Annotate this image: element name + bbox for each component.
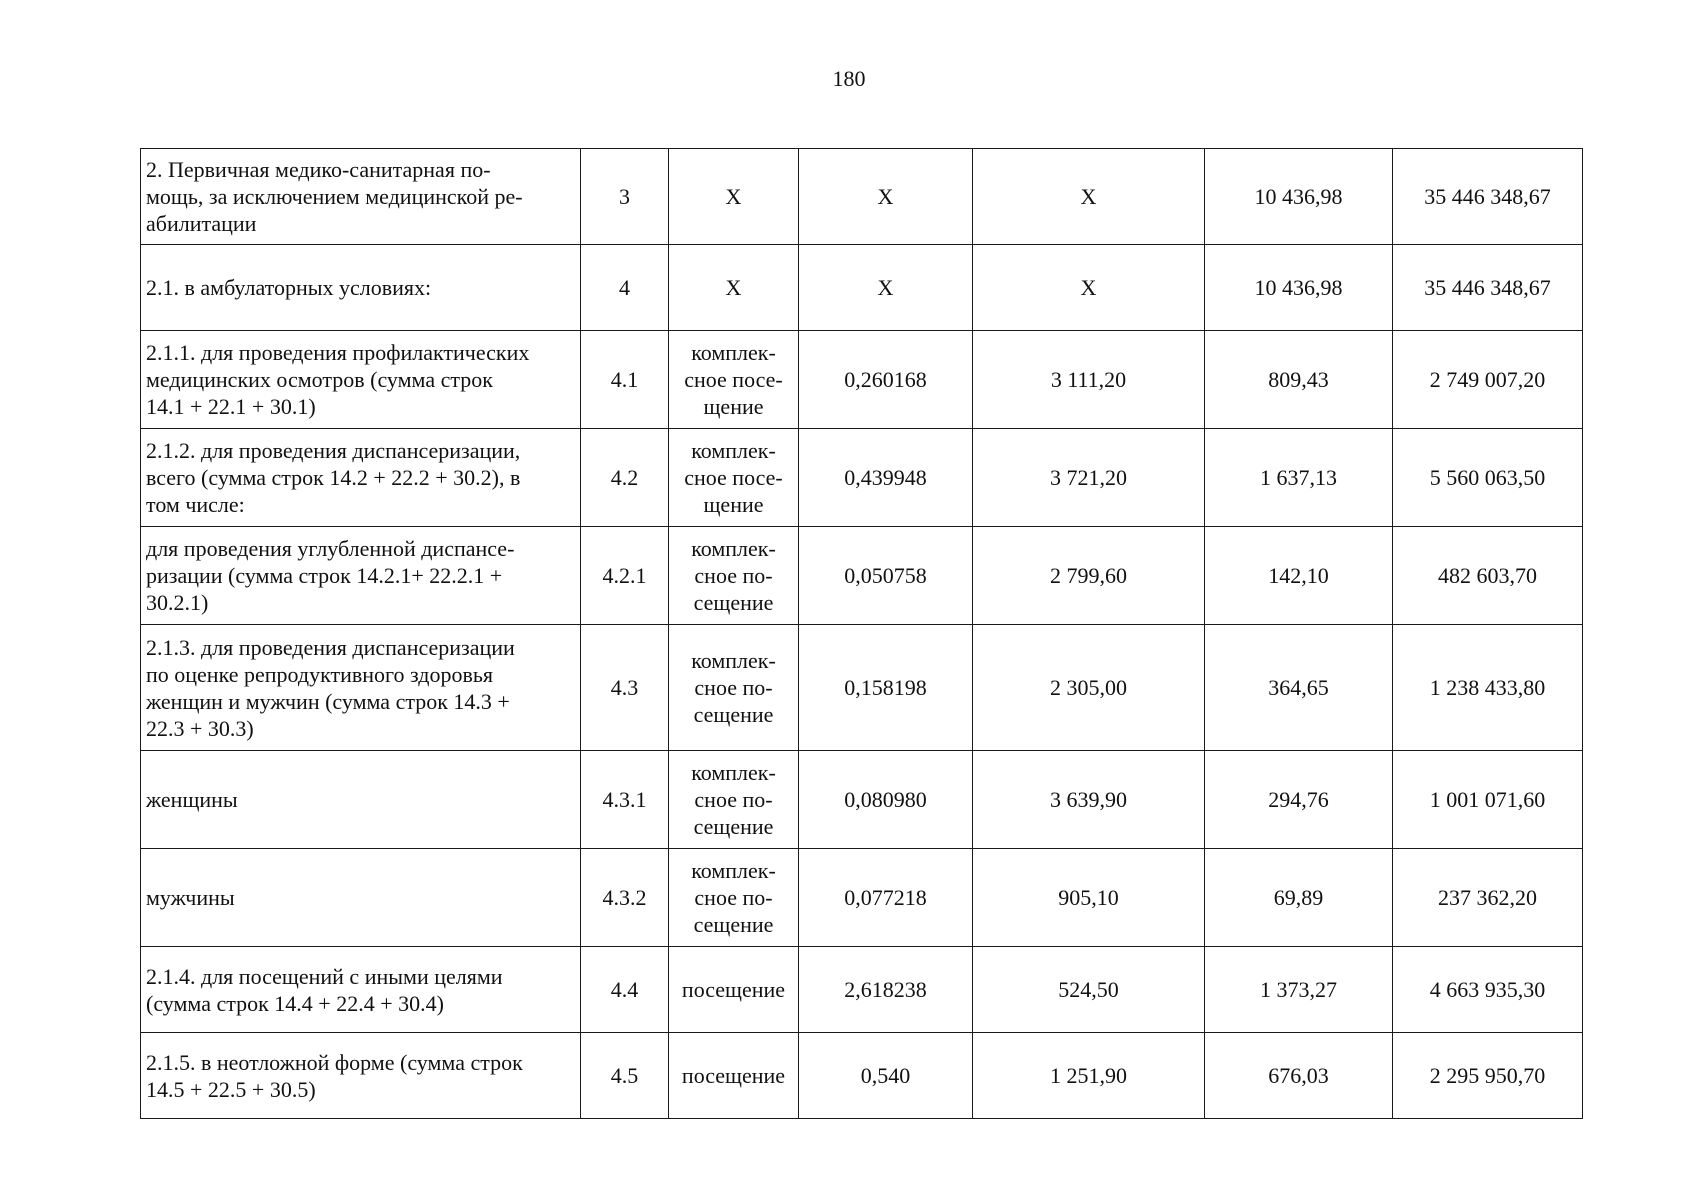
row-per-capita-cell: 69,89 <box>1205 849 1393 947</box>
row-norm-cell: Х <box>799 149 973 245</box>
table-row <box>141 849 1583 947</box>
table-row <box>141 149 1583 245</box>
row-norm-cell: 0,439948 <box>799 429 973 527</box>
row-code-cell: 4.2.1 <box>581 527 669 625</box>
table-row <box>141 1033 1583 1119</box>
row-cost-cell: Х <box>973 149 1205 245</box>
row-name-cell: 2.1.1. для проведения профилактических медицинских осмотров (сумма строк 14.1 + 22.1 + 30.1) <box>141 331 581 429</box>
row-total-cell: 482 603,70 <box>1393 527 1583 625</box>
row-unit-cell: комплек- сное посе- щение <box>669 331 799 429</box>
row-total-cell: 1 001 071,60 <box>1393 751 1583 849</box>
row-cost-cell: Х <box>973 245 1205 331</box>
row-name-cell: для проведения углубленной диспансе- ризации (сумма строк 14.2.1+ 22.2.1 + 30.2.1) <box>141 527 581 625</box>
row-per-capita-cell: 1 373,27 <box>1205 947 1393 1033</box>
row-cost-cell: 3 721,20 <box>973 429 1205 527</box>
row-per-capita-cell: 809,43 <box>1205 331 1393 429</box>
row-name-cell: женщины <box>141 751 581 849</box>
row-norm-cell: 0,050758 <box>799 527 973 625</box>
row-name-cell: 2.1.5. в неотложной форме (сумма строк 14.5 + 22.5 + 30.5) <box>141 1033 581 1119</box>
row-code-cell: 4 <box>581 245 669 331</box>
row-unit-cell: комплек- сное посе- щение <box>669 429 799 527</box>
row-unit-cell: комплек- сное по- сещение <box>669 527 799 625</box>
row-total-cell: 2 749 007,20 <box>1393 331 1583 429</box>
table-row <box>141 429 1583 527</box>
row-code-cell: 4.3 <box>581 625 669 751</box>
row-code-cell: 4.1 <box>581 331 669 429</box>
row-code-cell: 4.2 <box>581 429 669 527</box>
row-cost-cell: 905,10 <box>973 849 1205 947</box>
row-name-cell: мужчины <box>141 849 581 947</box>
row-unit-cell: комплек- сное по- сещение <box>669 751 799 849</box>
row-per-capita-cell: 364,65 <box>1205 625 1393 751</box>
row-name-cell: 2.1.4. для посещений с иными целями (сумма строк 14.4 + 22.4 + 30.4) <box>141 947 581 1033</box>
table-row <box>141 245 1583 331</box>
row-total-cell: 2 295 950,70 <box>1393 1033 1583 1119</box>
table-row <box>141 331 1583 429</box>
row-per-capita-cell: 294,76 <box>1205 751 1393 849</box>
row-per-capita-cell: 10 436,98 <box>1205 245 1393 331</box>
row-code-cell: 3 <box>581 149 669 245</box>
row-norm-cell: 0,080980 <box>799 751 973 849</box>
row-unit-cell: комплек- сное по- сещение <box>669 849 799 947</box>
row-total-cell: 1 238 433,80 <box>1393 625 1583 751</box>
row-total-cell: 237 362,20 <box>1393 849 1583 947</box>
row-total-cell: 4 663 935,30 <box>1393 947 1583 1033</box>
row-total-cell: 35 446 348,67 <box>1393 149 1583 245</box>
data-table <box>140 148 1583 1119</box>
row-code-cell: 4.3.1 <box>581 751 669 849</box>
row-total-cell: 35 446 348,67 <box>1393 245 1583 331</box>
row-name-cell: 2. Первичная медико-санитарная по- мощь, за исключением медицинской ре- абилитации <box>141 149 581 245</box>
page-number: 180 <box>832 66 866 91</box>
table-body <box>141 149 1583 1119</box>
row-unit-cell: комплек- сное по- сещение <box>669 625 799 751</box>
row-norm-cell: 0,260168 <box>799 331 973 429</box>
row-cost-cell: 3 111,20 <box>973 331 1205 429</box>
table-row <box>141 527 1583 625</box>
row-cost-cell: 2 305,00 <box>973 625 1205 751</box>
row-per-capita-cell: 676,03 <box>1205 1033 1393 1119</box>
row-code-cell: 4.3.2 <box>581 849 669 947</box>
row-per-capita-cell: 10 436,98 <box>1205 149 1393 245</box>
row-name-cell: 2.1.3. для проведения диспансеризации по оценке репродуктивного здоровья женщин и мужчин (сумма строк 14.3 + 22.3 + 30.3) <box>141 625 581 751</box>
row-norm-cell: Х <box>799 245 973 331</box>
table-row <box>141 751 1583 849</box>
row-cost-cell: 2 799,60 <box>973 527 1205 625</box>
row-cost-cell: 524,50 <box>973 947 1205 1033</box>
row-code-cell: 4.5 <box>581 1033 669 1119</box>
row-unit-cell: посещение <box>669 947 799 1033</box>
row-norm-cell: 2,618238 <box>799 947 973 1033</box>
row-per-capita-cell: 1 637,13 <box>1205 429 1393 527</box>
row-norm-cell: 0,540 <box>799 1033 973 1119</box>
row-unit-cell: посещение <box>669 1033 799 1119</box>
row-code-cell: 4.4 <box>581 947 669 1033</box>
row-unit-cell: Х <box>669 149 799 245</box>
row-cost-cell: 1 251,90 <box>973 1033 1205 1119</box>
row-name-cell: 2.1.2. для проведения диспансеризации, всего (сумма строк 14.2 + 22.2 + 30.2), в том числе: <box>141 429 581 527</box>
row-norm-cell: 0,077218 <box>799 849 973 947</box>
row-norm-cell: 0,158198 <box>799 625 973 751</box>
row-name-cell: 2.1. в амбулаторных условиях: <box>141 245 581 331</box>
row-unit-cell: Х <box>669 245 799 331</box>
table-row <box>141 947 1583 1033</box>
row-total-cell: 5 560 063,50 <box>1393 429 1583 527</box>
row-cost-cell: 3 639,90 <box>973 751 1205 849</box>
table-row <box>141 625 1583 751</box>
row-per-capita-cell: 142,10 <box>1205 527 1393 625</box>
